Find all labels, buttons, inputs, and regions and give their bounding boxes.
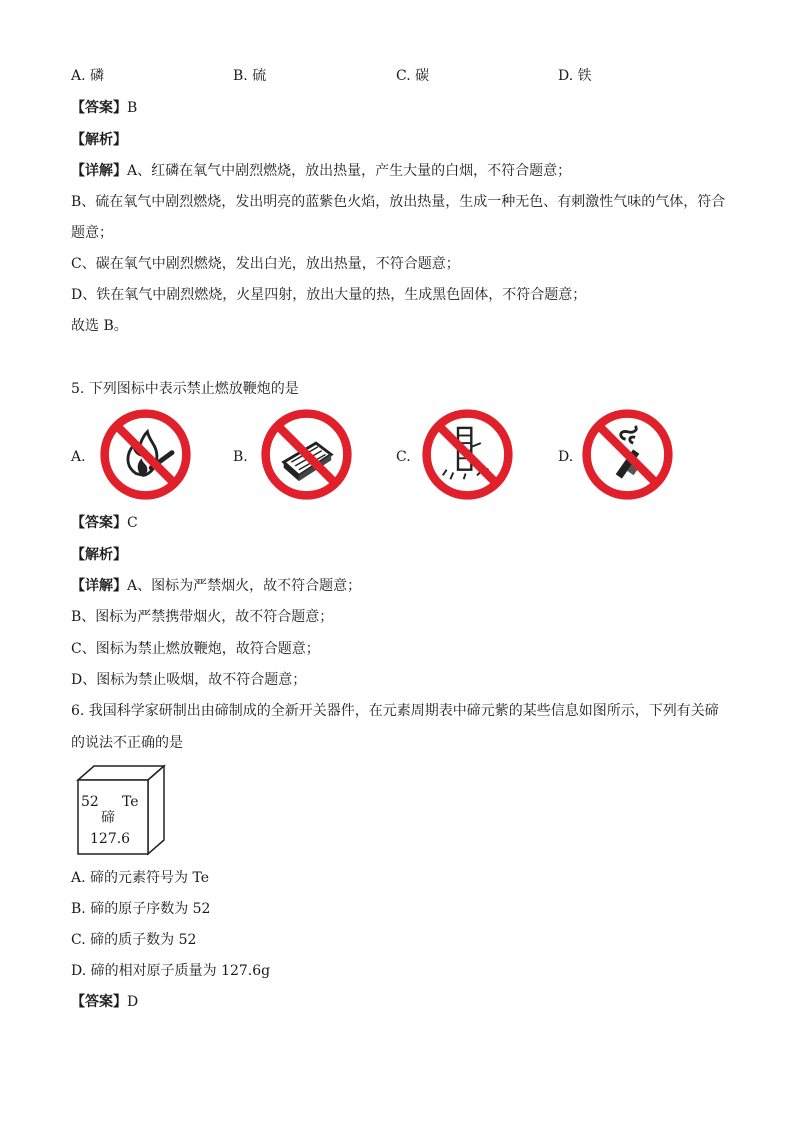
answer-value: C [127,515,138,531]
option-text: 铁 [577,68,592,84]
q5-option-b-label: B. [233,449,248,465]
detail-text: A、红磷在氧气中剧烈燃烧，放出热量，产生大量的白烟，不符合题意； [127,163,572,179]
element-symbol: Te [122,794,139,810]
q5-option-d-label: D. [558,449,574,465]
q6-answer [71,992,138,1012]
q5-option-a-label: A. [71,449,86,465]
detail-text: A、图标为严禁烟火，故不符合题意； [127,578,362,594]
option-letter: C. [396,68,411,84]
no-smoking-icon [580,407,675,502]
q4-detail-line: B、硫在氧气中剧烈燃烧，发出明亮的蓝紫色火焰，放出热量，生成一种无色、有刺激性气味的气体，符合 [71,194,726,210]
q4-detail-line: 题意； [71,225,113,241]
no-matches-icon [259,407,354,502]
element-tile [70,764,170,856]
element-name: 碲 [101,810,115,826]
q5-detail-line: B、图标为严禁携带烟火，故不符合题意； [71,609,334,625]
q6-question-line: 6. 我国科学家研制出由碲制成的全新开关器件，在元素周期表中碲元紫的某些信息如图所示，下列有关碲 [71,703,719,719]
detail-label: 【详解】 [71,578,127,594]
detail-label: 【详解】 [71,163,127,179]
answer-value: B [127,100,138,116]
q4-option-a [71,66,104,86]
option-text: 碳 [415,68,430,84]
q6-option-c: C. 碲的质子数为 52 [71,932,197,948]
q4-option-d [558,66,592,86]
option-letter: D. [558,68,574,84]
option-text: 磷 [90,68,105,84]
element-mass: 127.6 [90,831,131,847]
q4-detail-line: D、铁在氧气中剧烈燃烧，火星四射，放出大量的热，生成黑色固体，不符合题意； [71,287,587,303]
answer-label: 【答案】 [71,994,127,1010]
q6-option-d: D. 碲的相对原子质量为 127.6g [71,963,271,979]
option-letter: A. [71,68,86,84]
answer-label: 【答案】 [71,100,127,116]
answer-label: 【答案】 [71,515,127,531]
q5-detail-line: D、图标为禁止吸烟，故不符合题意； [71,672,307,688]
q5-question: 5. 下列图标中表示禁止燃放鞭炮的是 [71,381,299,397]
q5-option-c-label: C. [396,449,411,465]
q4-answer [71,98,137,118]
q5-detail-line [71,576,361,596]
q4-option-b [233,66,266,86]
q5-detail-line: C、图标为禁止燃放鞭炮，故符合题意； [71,641,320,657]
q4-detail-line [71,161,571,181]
q4-detail-line: C、碳在氧气中剧烈燃烧，发出白光，放出热量，不符合题意； [71,256,460,272]
q5-answer [71,513,138,533]
element-number: 52 [81,794,99,810]
q5-analysis-label: 【解析】 [71,547,127,563]
q6-option-b: B. 碲的原子序数为 52 [71,901,211,917]
option-text: 硫 [252,68,267,84]
no-firecrackers-icon [420,407,515,502]
answer-value: D [127,994,139,1010]
q4-conclusion: 故选 B。 [71,318,128,334]
option-letter: B. [233,68,248,84]
q6-question-line: 的说法不正确的是 [71,735,183,751]
no-open-flame-icon [98,407,193,502]
q4-analysis-label: 【解析】 [71,132,127,148]
q6-option-a: A. 碲的元素符号为 Te [71,870,209,886]
q4-option-c [396,66,429,86]
